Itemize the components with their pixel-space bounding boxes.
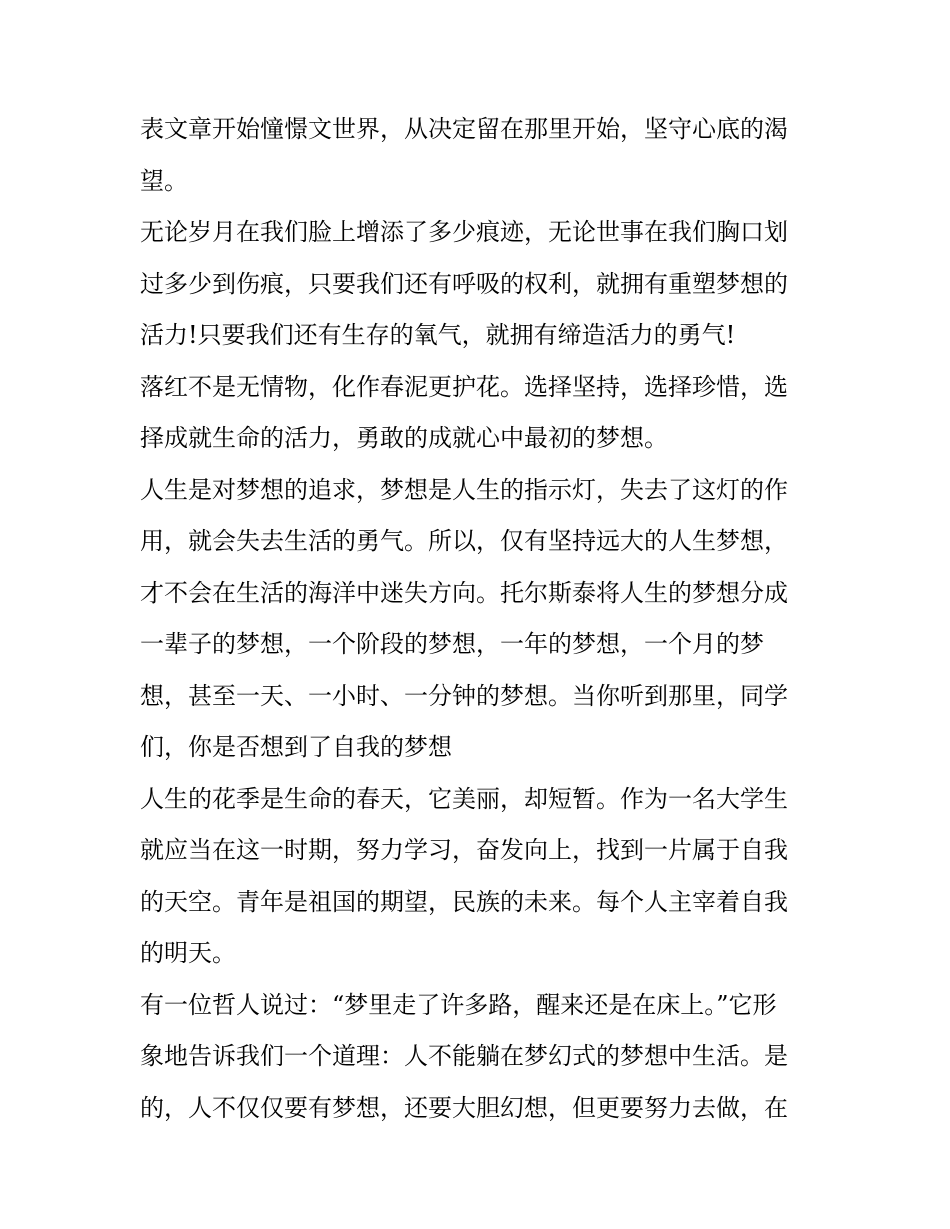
text-line: 表文章开始憧憬文世界，从决定留在那里开始，坚守心底的渴 [140,115,788,143]
text-line: 活力!只要我们还有生存的氧气，就拥有缔造活力的勇气! [140,321,736,349]
text-line: 有一位哲人说过：“梦里走了许多路，醒来还是在床上。”它形 [140,990,777,1019]
text-line: 落红不是无情物，化作春泥更护花。选择坚持，选择珍惜，选 [140,372,788,401]
text-line: 才不会在生活的海洋中迷失方向。托尔斯泰将人生的梦想分成 [140,578,788,607]
text-line: 的天空。青年是祖国的期望，民族的未来。每个人主宰着自我 [140,887,788,916]
text-line: 人生是对梦想的追求，梦想是人生的指示灯，失去了这灯的作 [140,475,788,504]
text-line: 们，你是否想到了自我的梦想 [140,733,452,761]
text-line: 一辈子的梦想，一个阶段的梦想，一年的梦想，一个月的梦 [140,630,764,658]
text-line: 用，就会失去生活的勇气。所以，仅有坚持远大的人生梦想， [140,527,788,555]
text-line: 就应当在这一时期，努力学习，奋发向上，找到一片属于自我 [140,836,788,864]
text-line: 的明天。 [140,939,236,967]
document-body [140,104,820,1134]
text-line: 择成就生命的活力，勇敢的成就心中最初的梦想。 [140,424,668,452]
text-line: 无论岁月在我们脸上增添了多少痕迹，无论世事在我们胸口划 [140,218,788,246]
text-line: 望。 [140,166,188,195]
text-line: 人生的花季是生命的春天，它美丽，却短暂。作为一名大学生 [140,784,788,813]
text-line: 想，甚至一天、一小时、一分钟的梦想。当你听到那里，同学 [140,681,788,710]
text-line: 过多少到伤痕，只要我们还有呼吸的权利，就拥有重塑梦想的 [140,269,788,298]
text-line: 的，人不仅仅要有梦想，还要大胆幻想，但更要努力去做，在 [140,1093,788,1122]
text-line: 象地告诉我们一个道理：人不能躺在梦幻式的梦想中生活。是 [140,1042,788,1070]
